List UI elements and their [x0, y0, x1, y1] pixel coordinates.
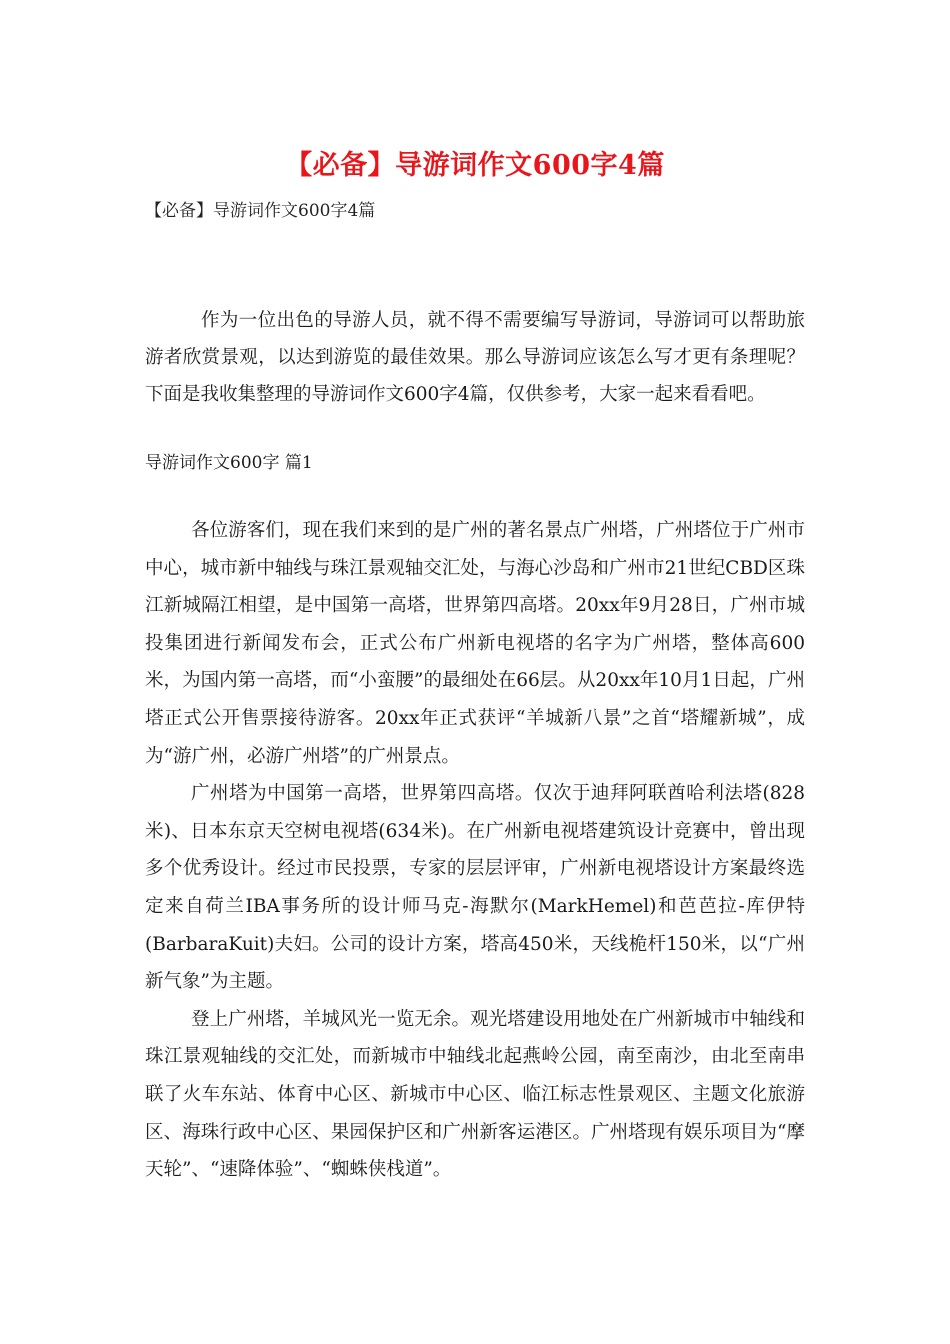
body-paragraph: 广州塔为中国第一高塔，世界第四高塔。仅次于迪拜阿联酋哈利法塔(828米)、日本东京天空树电视塔(634米)。在广州新电视塔建筑设计竞赛中，曾出现多个优秀设计。经过市民投票，专家的层层评审，广州新电视塔设计方案最终选定来自荷兰IBA事务所的设计师马克-海默尔(MarkHemel)和芭芭拉-库伊特(BarbaraKuit)夫妇。公司的设计方案，塔高450米，天线桅杆150米，以“广州新气象”为主题。: [145, 783, 805, 993]
body-paragraph: 登上广州塔，羊城风光一览无余。观光塔建设用地处在广州新城市中轴线和珠江景观轴线的交汇处，而新城市中轴线北起燕岭公园，南至南沙，由北至南串联了火车东站、体育中心区、新城市中心区、临江标志性景观区、主题文化旅游区、海珠行政中心区、果园保护区和广州新客运港区。广州塔现有娱乐项目为“摩天轮”、“速降体验”、“蜘蛛侠栈道”。: [145, 1008, 805, 1181]
article-body: [145, 512, 805, 1189]
document-subtitle: 【必备】导游词作文600字4篇: [145, 201, 376, 221]
intro-paragraph: 作为一位出色的导游人员，就不得不需要编写导游词，导游词可以帮助旅游者欣赏景观，以达到游览的最佳效果。那么导游词应该怎么写才更有条理呢？下面是我收集整理的导游词作文600字4篇，仅供参考，大家一起来看看吧。: [145, 310, 805, 405]
section-heading: 导游词作文600字 篇1: [145, 453, 313, 473]
body-paragraph: 各位游客们，现在我们来到的是广州的著名景点广州塔，广州塔位于广州市中心，城市新中轴线与珠江景观轴交汇处，与海心沙岛和广州市21世纪CBD区珠江新城隔江相望，是中国第一高塔，世界第四高塔。20xx年9月28日，广州市城投集团进行新闻发布会，正式公布广州新电视塔的名字为广州塔，整体高600米，为国内第一高塔，而“小蛮腰”的最细处在66层。从20xx年10月1日起，广州塔正式公开售票接待游客。20xx年正式获评“羊城新八景”之首“塔耀新城”，成为“游广州，必游广州塔”的广州景点。: [145, 520, 805, 767]
document-title: 【必备】导游词作文600字4篇: [285, 150, 665, 181]
